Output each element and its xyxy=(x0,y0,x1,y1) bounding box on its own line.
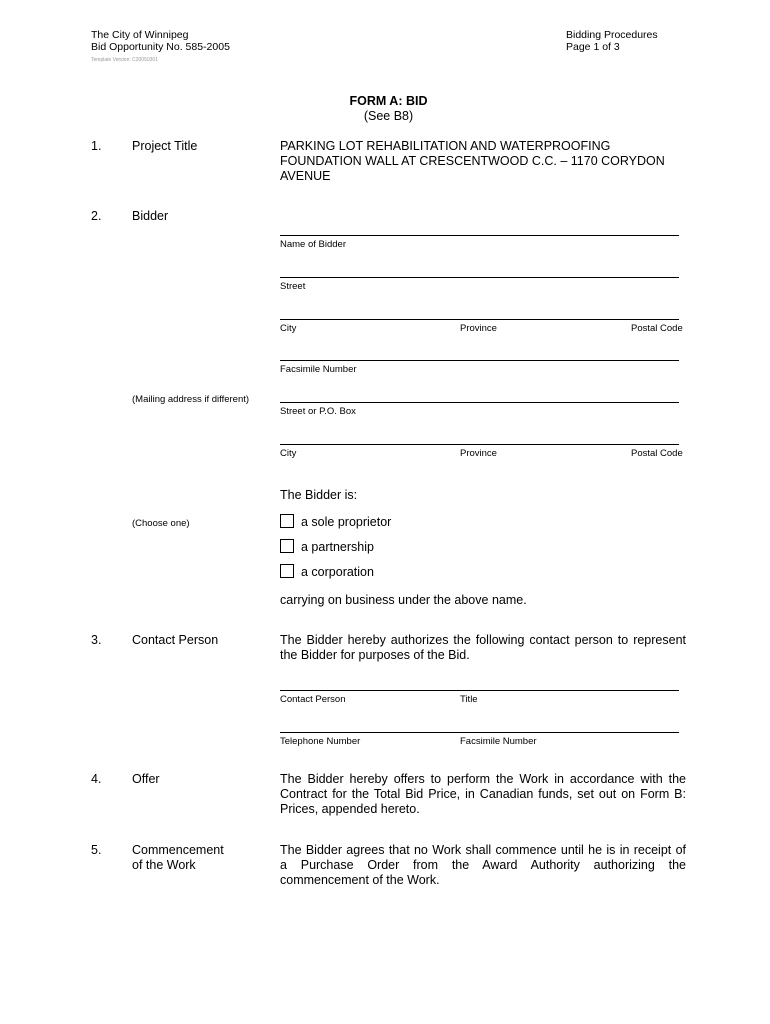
province-caption: Province xyxy=(460,323,497,334)
street-caption: Street xyxy=(280,281,306,292)
mailing-city-caption: City xyxy=(280,448,297,459)
project-title-line-2: FOUNDATION WALL AT CRESCENTWOOD C.C. – 1170 CORYDON xyxy=(280,154,665,168)
section-1-label: Project Title xyxy=(132,139,198,153)
contact-facsimile-caption: Facsimile Number xyxy=(460,736,537,747)
section-3-label: Contact Person xyxy=(132,633,219,647)
sole-proprietor-checkbox[interactable] xyxy=(280,514,294,528)
commencement-line-2: a Purchase Order from the Award Authority authorizing the xyxy=(280,858,686,872)
mailing-postal-code-caption: Postal Code xyxy=(631,448,683,459)
contact-person-caption: Contact Person xyxy=(280,694,346,705)
section-2-label: Bidder xyxy=(132,209,169,223)
header-bidding-procedures: Bidding Procedures xyxy=(566,29,658,41)
street-line[interactable] xyxy=(280,277,679,278)
section-5-label-line-1: Commencement xyxy=(132,843,224,857)
partnership-checkbox[interactable] xyxy=(280,539,294,553)
section-1-number: 1. xyxy=(91,139,102,153)
choose-one-note: (Choose one) xyxy=(132,518,190,529)
name-of-bidder-line[interactable] xyxy=(280,235,679,236)
carrying-on-business-text: carrying on business under the above name. xyxy=(280,593,527,607)
project-title-line-3: AVENUE xyxy=(280,169,331,183)
partnership-label: a partnership xyxy=(301,540,374,554)
project-title-line-1: PARKING LOT REHABILITATION AND WATERPROOFING xyxy=(280,139,611,153)
contact-person-title-line[interactable] xyxy=(280,690,679,691)
commencement-line-3: commencement of the Work. xyxy=(280,873,440,887)
bidder-is-label: The Bidder is: xyxy=(280,488,358,502)
header-page-number: Page 1 of 3 xyxy=(566,41,620,53)
city-caption: City xyxy=(280,323,297,334)
title-caption: Title xyxy=(460,694,478,705)
mailing-city-province-postal-line[interactable] xyxy=(280,444,679,445)
telephone-facsimile-line[interactable] xyxy=(280,732,679,733)
header-template-version: Template Version: C20050301 xyxy=(91,57,158,63)
offer-line-1: The Bidder hereby offers to perform the Work in accordance with the xyxy=(280,772,686,786)
telephone-number-caption: Telephone Number xyxy=(280,736,361,747)
corporation-checkbox[interactable] xyxy=(280,564,294,578)
offer-line-2: Contract for the Total Bid Price, in Canadian funds, set out on Form B: xyxy=(280,787,686,801)
name-of-bidder-caption: Name of Bidder xyxy=(280,239,347,250)
contact-authorization-line-1: The Bidder hereby authorizes the following contact person to represent xyxy=(280,633,686,647)
city-province-postal-line[interactable] xyxy=(280,319,679,320)
section-3-number: 3. xyxy=(91,633,102,647)
street-po-box-caption: Street or P.O. Box xyxy=(280,406,356,417)
header-city: The City of Winnipeg xyxy=(91,29,189,41)
facsimile-number-line[interactable] xyxy=(280,360,679,361)
section-4-number: 4. xyxy=(91,772,102,786)
section-5-number: 5. xyxy=(91,843,102,857)
form-subtitle: (See B8) xyxy=(363,109,414,123)
mailing-address-note: (Mailing address if different) xyxy=(132,394,250,405)
commencement-line-1: The Bidder agrees that no Work shall commence until he is in receipt of xyxy=(280,843,686,857)
facsimile-number-caption: Facsimile Number xyxy=(280,364,357,375)
offer-line-3: Prices, appended hereto. xyxy=(280,802,420,816)
section-2-number: 2. xyxy=(91,209,102,223)
postal-code-caption: Postal Code xyxy=(631,323,683,334)
header-bid-opportunity: Bid Opportunity No. 585-2005 xyxy=(91,41,230,53)
corporation-label: a corporation xyxy=(301,565,374,579)
section-4-label: Offer xyxy=(132,772,160,786)
street-po-box-line[interactable] xyxy=(280,402,679,403)
section-5-label-line-2: of the Work xyxy=(132,858,196,872)
contact-authorization-line-2: the Bidder for purposes of the Bid. xyxy=(280,648,470,662)
mailing-province-caption: Province xyxy=(460,448,497,459)
sole-proprietor-label: a sole proprietor xyxy=(301,515,392,529)
form-title: FORM A: BID xyxy=(349,94,428,108)
